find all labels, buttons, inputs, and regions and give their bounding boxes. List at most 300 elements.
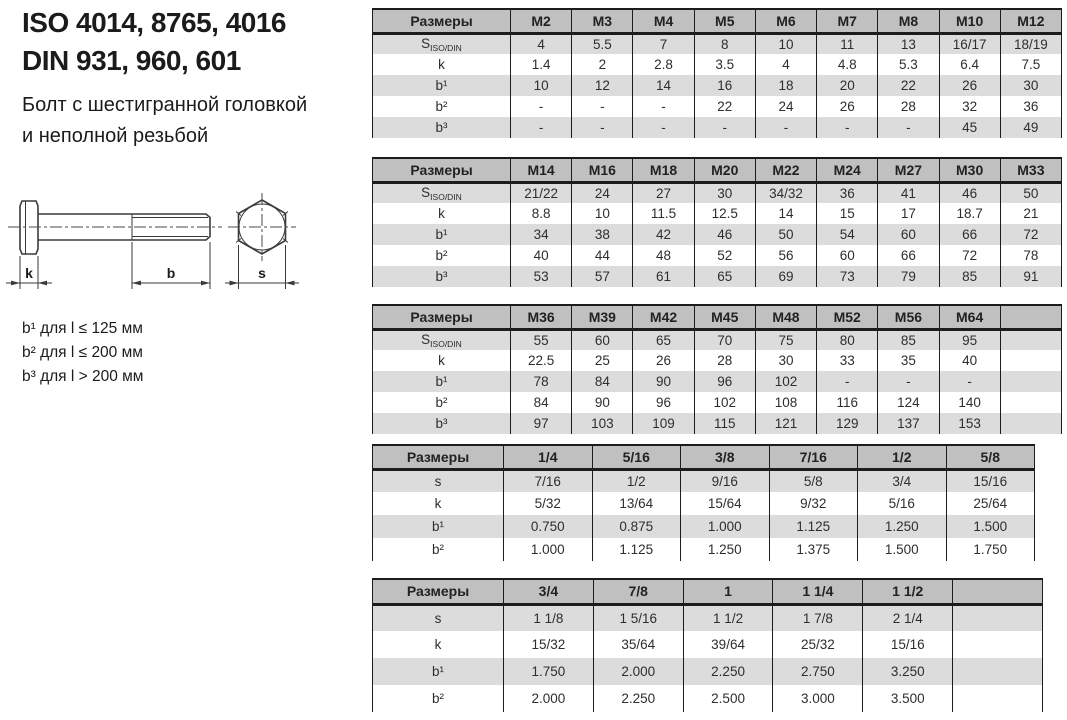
row-label: b¹ [373,75,511,96]
value-cell: 24 [572,182,633,203]
value-cell [953,604,1043,631]
table-row [373,266,1062,287]
value-cell: 65 [694,266,755,287]
size-column-header: M30 [939,158,1000,182]
value-cell: 10 [572,203,633,224]
row-label: k [373,631,504,658]
value-cell: 13 [878,33,939,54]
value-cell: 18 [755,75,816,96]
value-cell: 50 [755,224,816,245]
row-label: k [373,492,504,515]
value-cell: 102 [694,392,755,413]
size-column-header: M64 [939,305,1000,329]
value-cell: 60 [572,329,633,350]
size-column-header: M2 [511,9,572,33]
value-cell: 1.000 [681,515,770,538]
value-cell: 15/64 [681,492,770,515]
value-cell: 54 [817,224,878,245]
corner-header-razmery: Размеры [373,305,511,329]
value-cell: 3.000 [773,685,863,712]
value-cell: - [511,117,572,138]
value-cell: 2.250 [683,658,773,685]
value-cell: 1.750 [504,658,594,685]
value-cell: 26 [633,350,694,371]
table-row [373,371,1062,392]
table-row [373,492,1035,515]
value-cell: 15/32 [504,631,594,658]
table-imperial-small [372,444,1035,561]
value-cell: 1.500 [946,515,1035,538]
value-cell: 66 [939,224,1000,245]
value-cell: 7/16 [504,469,593,492]
value-cell: 35/64 [593,631,683,658]
value-cell: 97 [511,413,572,434]
value-cell: 2.750 [773,658,863,685]
value-cell: 0.750 [504,515,593,538]
size-column-header: M36 [511,305,572,329]
value-cell: 1.250 [858,515,947,538]
value-cell: 1.375 [769,538,858,561]
value-cell: 38 [572,224,633,245]
corner-header-razmery: Размеры [373,445,504,469]
value-cell: 70 [694,329,755,350]
table-row [373,350,1062,371]
row-label: s [373,604,504,631]
row-label: b² [373,245,511,266]
size-column-header: M18 [633,158,694,182]
table-row [373,515,1035,538]
value-cell: 30 [1000,75,1061,96]
value-cell: 80 [817,329,878,350]
bolt-side-view [8,201,222,254]
size-column-header: M39 [572,305,633,329]
row-label: s [373,469,504,492]
value-cell: 75 [755,329,816,350]
value-cell: 14 [633,75,694,96]
size-column-header: 3/4 [504,579,594,604]
value-cell: 15/16 [863,631,953,658]
size-column-header: M24 [817,158,878,182]
footnote-b2: b² для l ≤ 200 мм [22,344,143,361]
table-row [373,117,1062,138]
value-cell: 28 [878,96,939,117]
bolt-technical-drawing [0,185,320,315]
table-row [373,224,1062,245]
table-row [373,245,1062,266]
value-cell: 1/2 [592,469,681,492]
row-label: k [373,203,511,224]
value-cell: 1.250 [681,538,770,561]
row-label: $S_{ISO/DIN}$ [373,182,511,203]
value-cell [1000,392,1061,413]
value-cell: 3.250 [863,658,953,685]
value-cell: 40 [511,245,572,266]
value-cell: - [878,371,939,392]
footnotes [22,317,143,389]
value-cell: 25/64 [946,492,1035,515]
size-column-header: 3/8 [681,445,770,469]
value-cell: - [878,117,939,138]
table-row [373,203,1062,224]
row-label: b³ [373,117,511,138]
size-column-header: 1 1/2 [863,579,953,604]
dimension-table [372,578,1043,712]
value-cell: 11.5 [633,203,694,224]
corner-header-razmery: Размеры [373,9,511,33]
value-cell: 0.875 [592,515,681,538]
table-metric-m14-m33 [372,157,1062,287]
table-row [373,96,1062,117]
size-column-header: M3 [572,9,633,33]
size-column-header: 1 1/4 [773,579,863,604]
size-column-header: M33 [1000,158,1061,182]
value-cell: 22.5 [511,350,572,371]
row-label: b¹ [373,658,504,685]
value-cell: 10 [755,33,816,54]
value-cell: 1 5/16 [593,604,683,631]
value-cell: - [817,371,878,392]
size-column-header [1000,305,1061,329]
value-cell: - [633,96,694,117]
size-column-header: 1/4 [504,445,593,469]
value-cell: 96 [694,371,755,392]
value-cell: 60 [878,224,939,245]
dim-label-k: k [25,265,33,281]
value-cell: - [572,117,633,138]
value-cell [1000,413,1061,434]
size-column-header: M14 [511,158,572,182]
row-label: b¹ [373,515,504,538]
value-cell: 34/32 [755,182,816,203]
value-cell: 32 [939,96,1000,117]
row-label: $S_{ISO/DIN}$ [373,329,511,350]
value-cell: 78 [1000,245,1061,266]
value-cell: 56 [755,245,816,266]
value-cell: 25/32 [773,631,863,658]
value-cell: 95 [939,329,1000,350]
value-cell: 102 [755,371,816,392]
footnote-b3: b³ для l > 200 мм [22,368,144,385]
value-cell: 27 [633,182,694,203]
value-cell: 36 [1000,96,1061,117]
value-cell: 33 [817,350,878,371]
value-cell: 30 [694,182,755,203]
value-cell: - [633,117,694,138]
value-cell: 4 [511,33,572,54]
value-cell: 115 [694,413,755,434]
value-cell: 109 [633,413,694,434]
value-cell: 1.125 [769,515,858,538]
value-cell: 35 [878,350,939,371]
value-cell: 116 [817,392,878,413]
value-cell: 5/8 [769,469,858,492]
value-cell: 85 [878,329,939,350]
value-cell: 2.500 [683,685,773,712]
value-cell: 5.5 [572,33,633,54]
row-label: b² [373,538,504,561]
value-cell: 30 [755,350,816,371]
size-column-header: M56 [878,305,939,329]
value-cell: 84 [511,392,572,413]
value-cell: 44 [572,245,633,266]
corner-header-razmery: Размеры [373,579,504,604]
size-column-header: M4 [633,9,694,33]
size-column-header: M5 [694,9,755,33]
corner-header-razmery: Размеры [373,158,511,182]
page-title [22,4,286,80]
table-row [373,604,1043,631]
value-cell: 65 [633,329,694,350]
value-cell: 52 [694,245,755,266]
size-column-header: M12 [1000,9,1061,33]
value-cell: 1 7/8 [773,604,863,631]
value-cell: 2 [572,54,633,75]
value-cell: 96 [633,392,694,413]
row-label: k [373,350,511,371]
table-row [373,75,1062,96]
value-cell: 1.4 [511,54,572,75]
value-cell: 7 [633,33,694,54]
value-cell: 36 [817,182,878,203]
value-cell: 18/19 [1000,33,1061,54]
dimension-k [6,256,52,289]
size-column-header: 7/8 [593,579,683,604]
value-cell: 2.000 [593,658,683,685]
value-cell: 17 [878,203,939,224]
value-cell: 78 [511,371,572,392]
title-iso-line: ISO 4014, 8765, 4016 [22,7,286,38]
value-cell: - [755,117,816,138]
size-column-header: M52 [817,305,878,329]
value-cell: - [694,117,755,138]
table-row [373,33,1062,54]
value-cell: 8 [694,33,755,54]
size-column-header: M6 [755,9,816,33]
row-label: b¹ [373,224,511,245]
value-cell: 25 [572,350,633,371]
value-cell [1000,371,1061,392]
value-cell: 61 [633,266,694,287]
row-label: $S_{ISO/DIN}$ [373,33,511,54]
size-column-header: M42 [633,305,694,329]
value-cell: 16 [694,75,755,96]
row-label: b¹ [373,371,511,392]
size-column-header: M7 [817,9,878,33]
value-cell: 1.500 [858,538,947,561]
size-column-header: 5/16 [592,445,681,469]
value-cell: 73 [817,266,878,287]
value-cell: 40 [939,350,1000,371]
value-cell: 26 [939,75,1000,96]
value-cell: 20 [817,75,878,96]
value-cell: 4 [755,54,816,75]
value-cell: 69 [755,266,816,287]
value-cell: 153 [939,413,1000,434]
dimension-b [132,242,210,289]
dimension-table [372,157,1062,287]
value-cell: 9/32 [769,492,858,515]
value-cell: 103 [572,413,633,434]
value-cell: 72 [1000,224,1061,245]
value-cell: 16/17 [939,33,1000,54]
size-column-header: 1 [683,579,773,604]
size-column-header [953,579,1043,604]
size-column-header: M20 [694,158,755,182]
value-cell: 108 [755,392,816,413]
table-row [373,413,1062,434]
subtitle-line-2: и неполной резьбой [22,125,209,147]
value-cell: 22 [878,75,939,96]
value-cell: 26 [817,96,878,117]
value-cell: 12.5 [694,203,755,224]
dim-label-s: s [258,265,266,281]
value-cell: 2.8 [633,54,694,75]
value-cell: 28 [694,350,755,371]
value-cell: 21 [1000,203,1061,224]
value-cell: 5/16 [858,492,947,515]
value-cell: 48 [633,245,694,266]
size-column-header: 5/8 [946,445,1035,469]
footnote-b1: b¹ для l ≤ 125 мм [22,320,143,337]
table-row [373,685,1043,712]
value-cell: 5/32 [504,492,593,515]
value-cell: 84 [572,371,633,392]
value-cell: 24 [755,96,816,117]
size-column-header: M45 [694,305,755,329]
value-cell: 46 [694,224,755,245]
value-cell: 11 [817,33,878,54]
size-column-header: M10 [939,9,1000,33]
row-label: b³ [373,266,511,287]
value-cell: 45 [939,117,1000,138]
table-row [373,329,1062,350]
size-column-header: 7/16 [769,445,858,469]
value-cell: 7.5 [1000,54,1061,75]
value-cell: 91 [1000,266,1061,287]
value-cell: - [511,96,572,117]
value-cell: 41 [878,182,939,203]
row-label: k [373,54,511,75]
value-cell: 9/16 [681,469,770,492]
subtitle-line-1: Болт с шестигранной головкой [22,94,308,116]
value-cell: 1 1/8 [504,604,594,631]
table-metric-m36-m64 [372,304,1062,434]
table-row [373,182,1062,203]
value-cell: - [572,96,633,117]
table-imperial-large [372,578,1043,712]
value-cell: 1.750 [946,538,1035,561]
value-cell: 39/64 [683,631,773,658]
row-label: b² [373,685,504,712]
value-cell: 137 [878,413,939,434]
dimension-table [372,304,1062,434]
value-cell: 8.8 [511,203,572,224]
table-row [373,392,1062,413]
value-cell: 55 [511,329,572,350]
value-cell: 50 [1000,182,1061,203]
size-column-header: 1/2 [858,445,947,469]
value-cell [953,658,1043,685]
value-cell: 5.3 [878,54,939,75]
page-subtitle [22,90,307,152]
value-cell: 2 1/4 [863,604,953,631]
value-cell: 18.7 [939,203,1000,224]
table-row [373,631,1043,658]
value-cell [953,685,1043,712]
size-column-header: M22 [755,158,816,182]
value-cell: - [939,371,1000,392]
table-row [373,469,1035,492]
value-cell: 3.500 [863,685,953,712]
dimension-table [372,8,1062,138]
table-row [373,538,1035,561]
size-column-header: M16 [572,158,633,182]
value-cell: 72 [939,245,1000,266]
value-cell [1000,329,1061,350]
value-cell: 60 [817,245,878,266]
table-metric-m2-m12 [372,8,1062,138]
value-cell: 21/22 [511,182,572,203]
value-cell: 66 [878,245,939,266]
value-cell: 49 [1000,117,1061,138]
value-cell [953,631,1043,658]
value-cell: 79 [878,266,939,287]
value-cell: - [817,117,878,138]
value-cell: 3.5 [694,54,755,75]
value-cell: 85 [939,266,1000,287]
value-cell: 4.8 [817,54,878,75]
table-row [373,54,1062,75]
value-cell: 1.125 [592,538,681,561]
value-cell: 15/16 [946,469,1035,492]
value-cell: 124 [878,392,939,413]
value-cell: 2.000 [504,685,594,712]
value-cell: 34 [511,224,572,245]
value-cell: 15 [817,203,878,224]
value-cell: 129 [817,413,878,434]
value-cell: 2.250 [593,685,683,712]
value-cell: 3/4 [858,469,947,492]
value-cell: 46 [939,182,1000,203]
value-cell: 53 [511,266,572,287]
value-cell: 42 [633,224,694,245]
size-column-header: M27 [878,158,939,182]
value-cell: 90 [572,392,633,413]
value-cell [1000,350,1061,371]
value-cell: 140 [939,392,1000,413]
row-label: b² [373,96,511,117]
value-cell: 1 1/2 [683,604,773,631]
value-cell: 6.4 [939,54,1000,75]
value-cell: 22 [694,96,755,117]
row-label: b² [373,392,511,413]
value-cell: 14 [755,203,816,224]
table-row [373,658,1043,685]
value-cell: 90 [633,371,694,392]
size-column-header: M48 [755,305,816,329]
value-cell: 13/64 [592,492,681,515]
dim-label-b: b [166,265,176,281]
value-cell: 10 [511,75,572,96]
row-label: b³ [373,413,511,434]
value-cell: 12 [572,75,633,96]
title-din-line: DIN 931, 960, 601 [22,45,241,76]
value-cell: 57 [572,266,633,287]
value-cell: 1.000 [504,538,593,561]
size-column-header: M8 [878,9,939,33]
dimension-table [372,444,1035,561]
value-cell: 121 [755,413,816,434]
